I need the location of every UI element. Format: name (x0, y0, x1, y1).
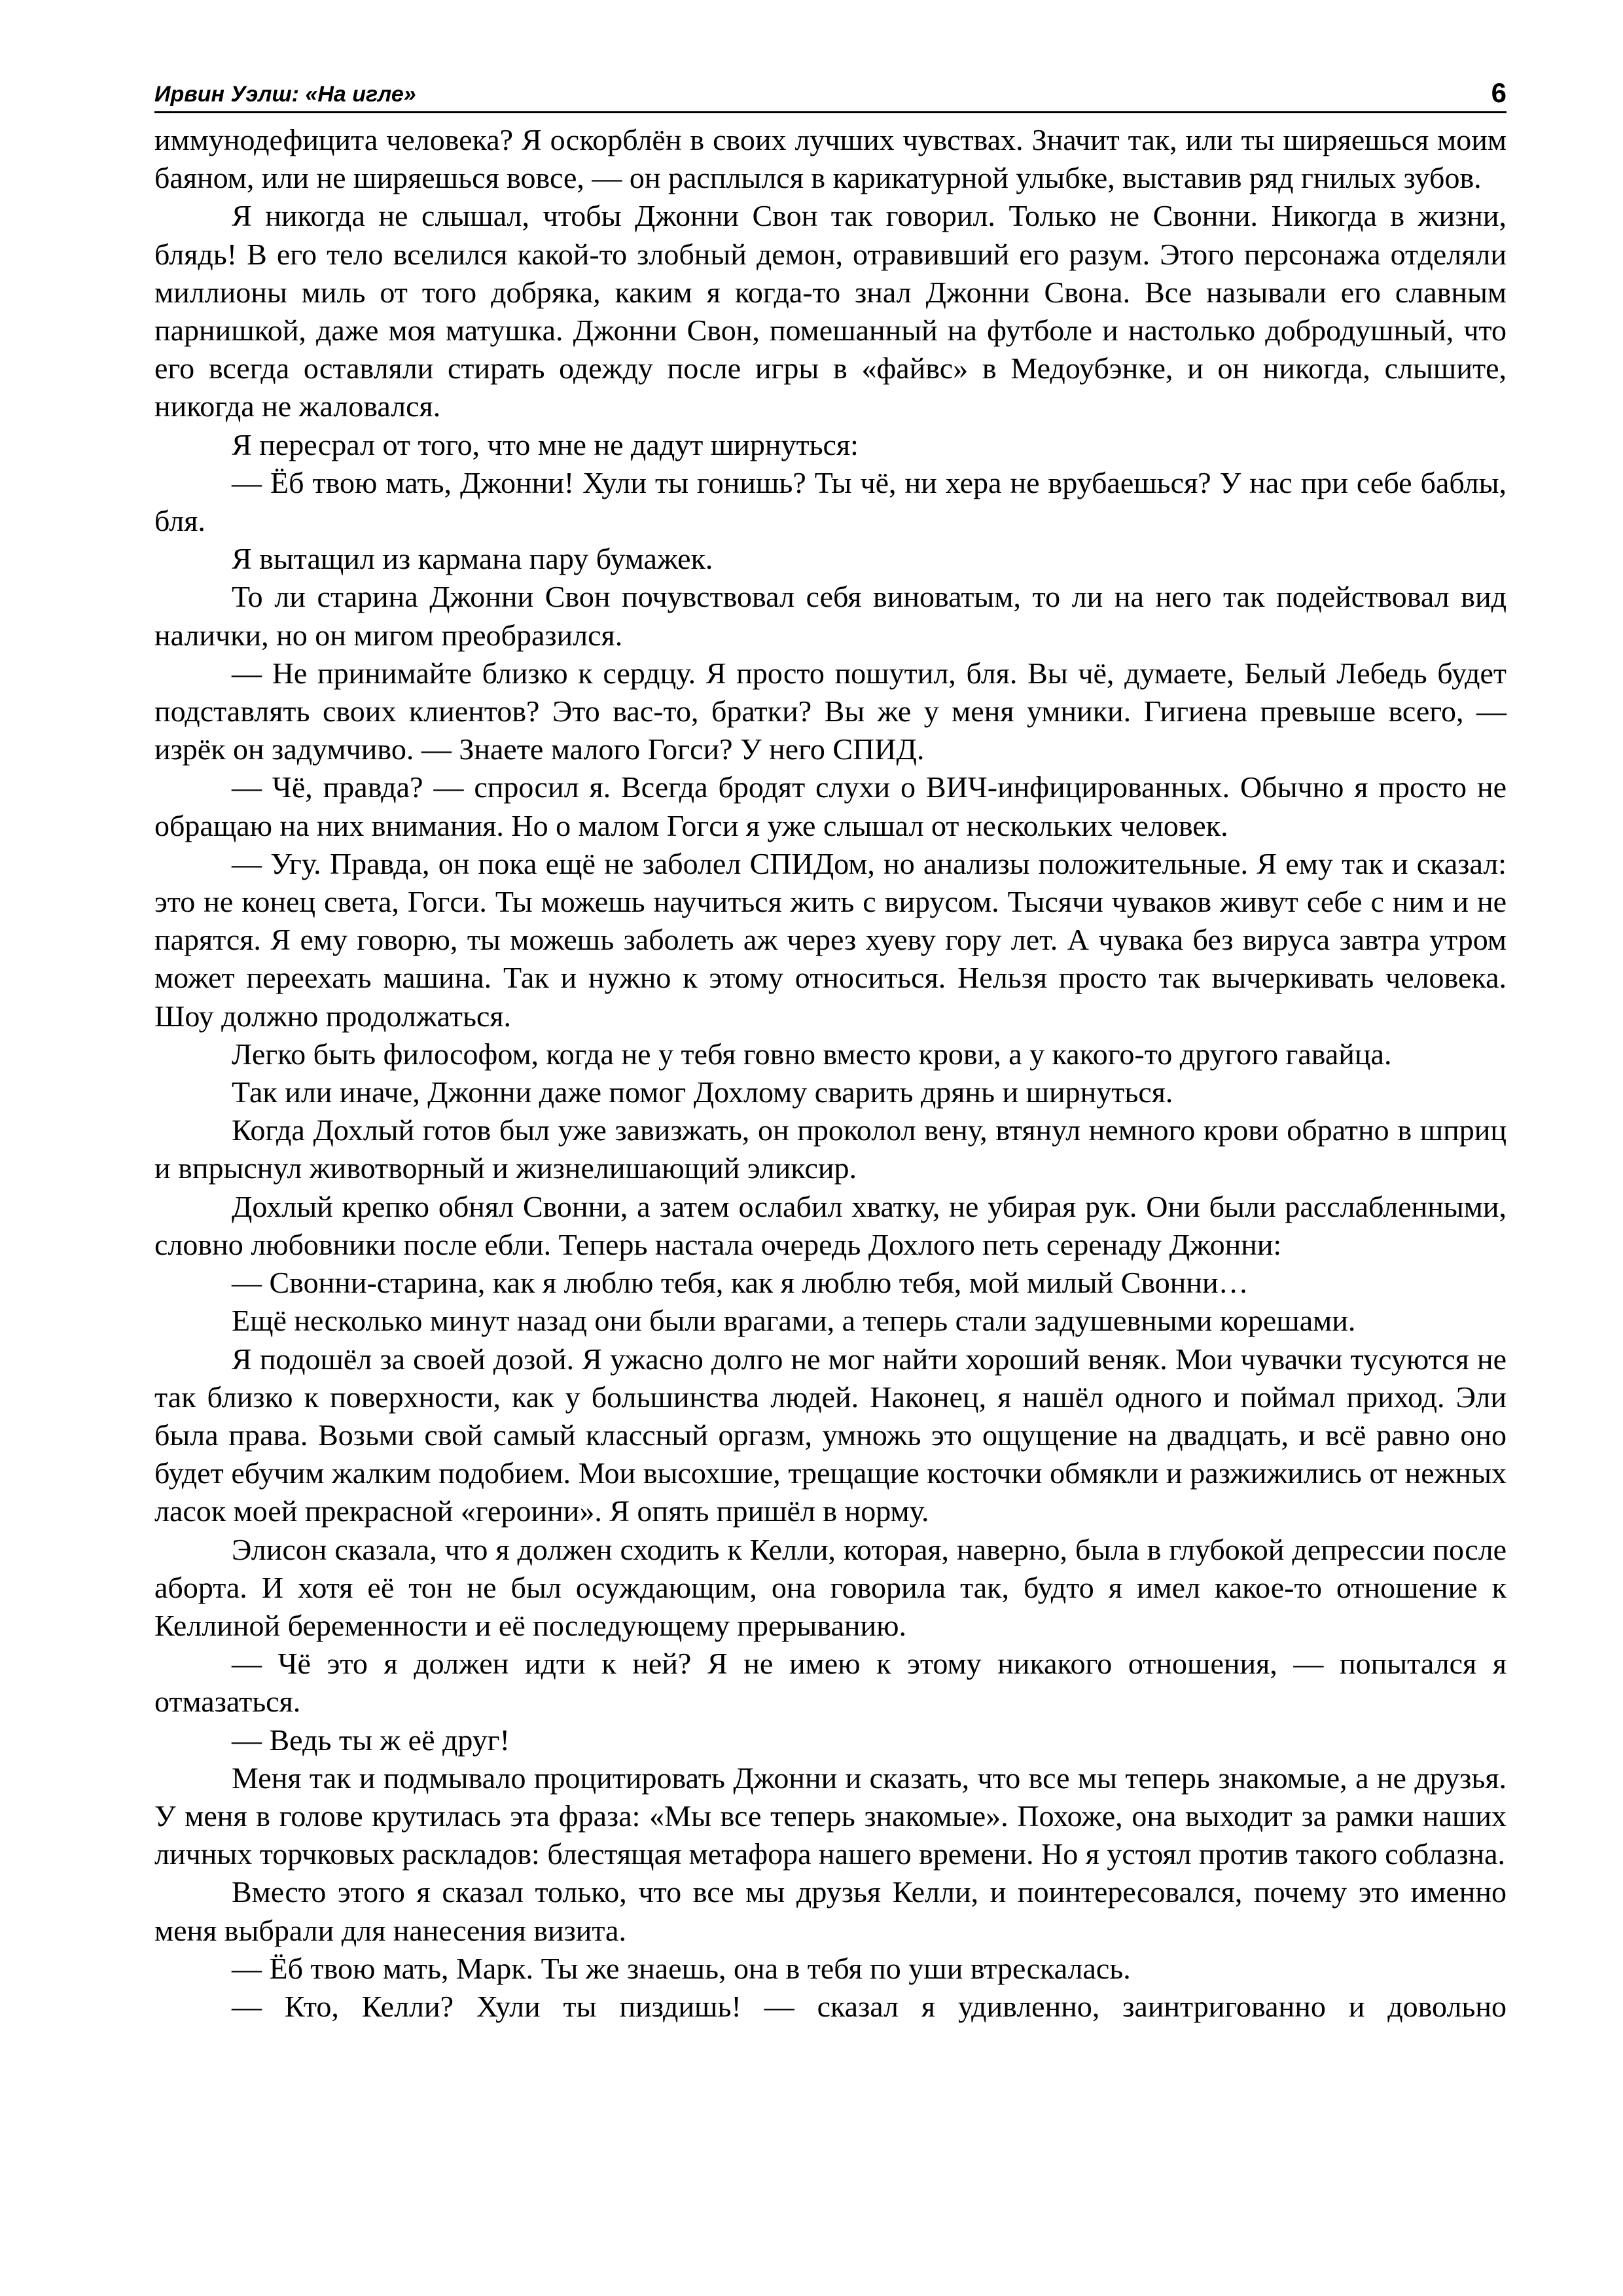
paragraph: — Ёб твою мать, Марк. Ты же знаешь, она в тебя по уши втрескалась. (232, 1951, 1131, 1985)
body-text (154, 121, 1507, 2026)
running-header (154, 71, 1507, 113)
paragraph: — Не принимайте близко к сердцу. Я просто пошутил, бля. Вы чё, думаете, Белый Лебедь будет подставлять своих клиентов? Это вас-то, братки? Вы же у меня умники. Гигиена превыше всего, — изрёк он задумчиво. — Знаете малого Гогси? У него СПИД. (154, 656, 1507, 766)
paragraph: — Ёб твою мать, Джонни! Хули ты гонишь? Ты чё, ни хера не врубаешься? У нас при себе баблы, бля. (154, 465, 1507, 538)
paragraph: иммунодефицита человека? Я оскорблён в своих лучших чувствах. Значит так, или ты ширяешься моим баяном, или не ширяешься вовсе, — он расплылся в карикатурной улыбке, выставив ряд гнилых зубов. (154, 123, 1507, 195)
paragraph: Ещё несколько минут назад они были врагами, а теперь стали задушевными корешами. (232, 1304, 1356, 1338)
paragraph: — Кто, Келли? Хули ты пиздишь! — сказал я удивленно, заинтригованно и довольно (232, 1989, 1507, 2023)
page-number: 6 (1491, 77, 1507, 108)
paragraph: Меня так и подмывало процитировать Джонни и сказать, что все мы теперь знакомые, а не друзья. У меня в голове крутилась эта фраза: «Мы все теперь знакомые». Похоже, она выходит за рамки наших личных торчковых раскладов: блестящая метафора нашего времени. Но я устоял против такого соблазна. (154, 1761, 1507, 1871)
paragraph: Элисон сказала, что я должен сходить к Келли, которая, наверно, была в глубокой депрессии после аборта. И хотя её тон не был осуждающим, она говорила так, будто я имел какое-то отношение к Келлиной беременности и её последующему прерыванию. (154, 1532, 1507, 1642)
document-page (154, 71, 1507, 2026)
paragraph: — Свонни-старина, как я люблю тебя, как я люблю тебя, мой милый Свонни… (232, 1266, 1249, 1300)
paragraph: — Чё, правда? — спросил я. Всегда бродят слухи о ВИЧ-инфицированных. Обычно я просто не обращаю на них внимания. Но о малом Гогси я уже слышал от нескольких человек. (154, 770, 1507, 842)
paragraph: Дохлый крепко обнял Свонни, а затем ослабил хватку, не убирая рук. Они были расслабленными, словно любовники после ебли. Теперь настала очередь Дохлого петь серенаду Джонни: (154, 1189, 1507, 1261)
paragraph: — Ведь ты ж её друг! (232, 1723, 510, 1757)
paragraph: Когда Дохлый готов был уже завизжать, он проколол вену, втянул немного крови обратно в шприц и впрыснул животворный и жизнелишающий эликсир. (154, 1113, 1507, 1185)
paragraph: Я никогда не слышал, чтобы Джонни Свон так говорил. Только не Свонни. Никогда в жизни, блядь! В его тело вселился какой-то злобный демон, отравивший его разум. Этого персонажа отделяли миллионы миль от того добряка, каким я когда-то знал Джонни Свона. Все называли его славным парнишкой, даже моя матушка. Джонни Свон, помешанный на футболе и настолько добродушный, что его всегда оставляли стирать одежду после игры в «файвс» в Медоубэнке, и он никогда, слышите, никогда не жаловался. (154, 199, 1507, 423)
book-title: Ирвин Уэлш: «На игле» (154, 82, 416, 107)
paragraph: — Чё это я должен идти к ней? Я не имею к этому никакого отношения, — попытался я отмазаться. (154, 1647, 1507, 1719)
paragraph: То ли старина Джонни Свон почувствовал себя виноватым, то ли на него так подействовал вид налички, но он мигом преобразился. (154, 580, 1507, 652)
paragraph: Я вытащил из кармана пару бумажек. (232, 542, 713, 576)
paragraph: Легко быть философом, когда не у тебя говно вместо крови, а у какого-то другого гавайца. (232, 1037, 1392, 1071)
paragraph: Так или иначе, Джонни даже помог Дохлому сварить дрянь и ширнуться. (232, 1075, 1173, 1109)
paragraph: — Угу. Правда, он пока ещё не заболел СПИДом, но анализы положительные. Я ему так и сказал: это не конец света, Гогси. Ты можешь научиться жить с вирусом. Тысячи чуваков живут себе с ним и не парятся. Я ему говорю, ты можешь заболеть аж через хуеву гору лет. А чувака без вируса завтра утром может переехать машина. Так и нужно к этому относиться. Нельзя просто так вычеркивать человека. Шоу должно продолжаться. (154, 846, 1507, 1033)
paragraph: Вместо этого я сказал только, что все мы друзья Келли, и поинтересовался, почему это именно меня выбрали для нанесения визита. (154, 1875, 1507, 1947)
paragraph: Я подошёл за своей дозой. Я ужасно долго не мог найти хороший веняк. Мои чувачки тусуются не так близко к поверхности, как у большинства людей. Наконец, я нашёл одного и поймал приход. Эли была права. Возьми свой самый классный оргазм, умножь это ощущение на двадцать, и всё равно оно будет ебучим жалким подобием. Мои высохшие, трещащие косточки обмякли и разжижились от нежных ласок моей прекрасной «героини». Я опять пришёл в норму. (154, 1342, 1507, 1528)
paragraph: Я пересрал от того, что мне не дадут ширнуться: (232, 427, 859, 461)
